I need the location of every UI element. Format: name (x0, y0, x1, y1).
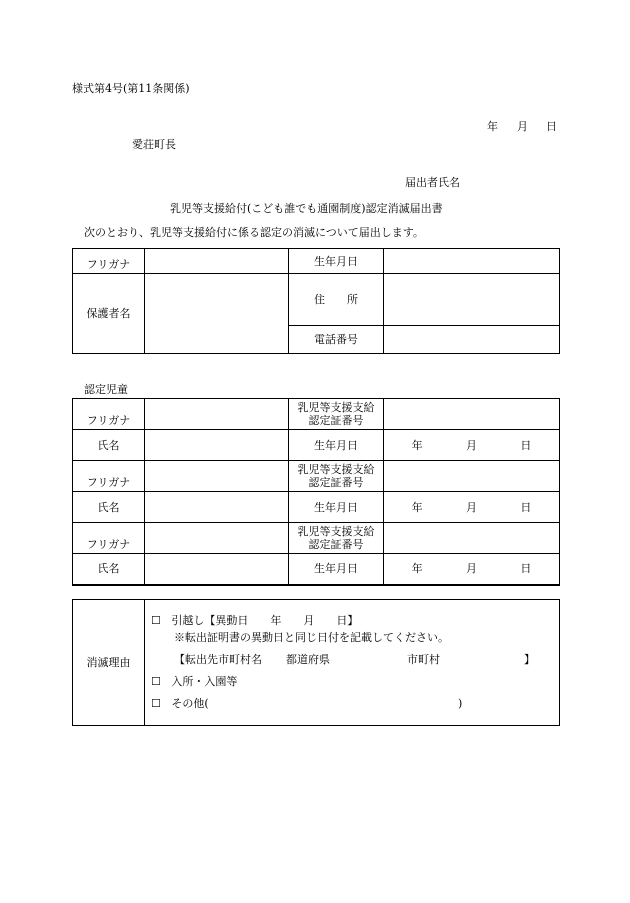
reason-options (145, 600, 560, 726)
guardian-furigana-field[interactable] (145, 249, 289, 274)
child-furigana-label: フリガナ (73, 523, 145, 554)
intro-text: 次のとおり、乳児等支援給付に係る認定の消滅について届出します。 (84, 226, 424, 239)
child-name-label: 氏名 (73, 430, 145, 461)
child-3-furigana-row (73, 523, 560, 554)
guardian-furigana-label: フリガナ (73, 249, 145, 274)
child-name-label: 氏名 (73, 554, 145, 585)
child-birth-date-label: 生年月日 (289, 492, 384, 523)
other-close-paren: ) (458, 697, 463, 710)
child-2-name-row (73, 492, 560, 523)
child-cert-label: 乳児等支援支給 認定証番号 (289, 461, 384, 492)
reason-label: 消滅理由 (73, 600, 145, 726)
child-cert-field[interactable] (384, 523, 560, 554)
child-birth-date-field[interactable]: 年 月 日 (384, 430, 560, 461)
child-name-field[interactable] (145, 492, 289, 523)
form-number: 様式第4号(第11条関係) (72, 82, 190, 95)
moving-date-note: ※転出証明書の異動日と同じ日付を記載してください。 (174, 631, 449, 644)
guardian-table (72, 248, 560, 354)
child-1-name-row (73, 430, 560, 461)
reason-table (72, 599, 560, 726)
child-section-label: 認定児童 (84, 383, 128, 396)
date-month-label: 月 (517, 120, 528, 133)
child-furigana-label: フリガナ (73, 461, 145, 492)
guardian-name-field[interactable] (145, 274, 289, 354)
child-cert-label: 乳児等支援支給 認定証番号 (289, 399, 384, 430)
guardian-phone-label: 電話番号 (289, 326, 384, 354)
guardian-birth-date-field[interactable] (384, 249, 560, 274)
reason-option-other[interactable]: ☐ その他( (151, 697, 209, 710)
child-name-field[interactable] (145, 430, 289, 461)
guardian-phone-field[interactable] (384, 326, 560, 354)
child-cert-field[interactable] (384, 461, 560, 492)
guardian-name-label: 保護者名 (73, 274, 145, 354)
municipality-label: 市町村 (407, 653, 440, 666)
child-2-furigana-row (73, 461, 560, 492)
guardian-address-field[interactable] (384, 274, 560, 326)
child-birth-date-label: 生年月日 (289, 554, 384, 585)
child-furigana-label: フリガナ (73, 399, 145, 430)
guardian-birth-date-label: 生年月日 (289, 249, 384, 274)
child-3-name-row (73, 554, 560, 585)
applicant-name-label: 届出者氏名 (405, 176, 460, 189)
child-1-furigana-row (73, 399, 560, 430)
child-furigana-field[interactable] (145, 523, 289, 554)
child-name-field[interactable] (145, 554, 289, 585)
date-day-label: 日 (546, 120, 557, 133)
guardian-address-label: 住 所 (289, 274, 384, 326)
child-furigana-field[interactable] (145, 399, 289, 430)
addressee: 愛荘町長 (132, 138, 176, 151)
child-furigana-field[interactable] (145, 461, 289, 492)
child-birth-date-label: 生年月日 (289, 430, 384, 461)
reason-option-admission[interactable]: ☐ 入所・入園等 (151, 675, 238, 688)
date-year-label: 年 (487, 120, 498, 133)
checkbox-icon[interactable]: ☐ (151, 614, 161, 627)
reason-option-moving[interactable]: ☐ 引越し【異動日 年 月 日】 (151, 614, 359, 627)
child-birth-date-field[interactable]: 年 月 日 (384, 492, 560, 523)
document-title: 乳児等支援給付(こども誰でも通園制度)認定消滅届出書 (170, 202, 443, 215)
child-cert-field[interactable] (384, 399, 560, 430)
child-table (72, 398, 560, 586)
child-birth-date-field[interactable]: 年 月 日 (384, 554, 560, 585)
child-name-label: 氏名 (73, 492, 145, 523)
child-cert-label: 乳児等支援支給 認定証番号 (289, 523, 384, 554)
checkbox-icon[interactable]: ☐ (151, 675, 161, 688)
destination-label: 【転出先市町村名 (174, 653, 262, 666)
prefecture-label: 都道府県 (286, 653, 330, 666)
destination-close: 】 (524, 653, 535, 666)
checkbox-icon[interactable]: ☐ (151, 697, 161, 710)
